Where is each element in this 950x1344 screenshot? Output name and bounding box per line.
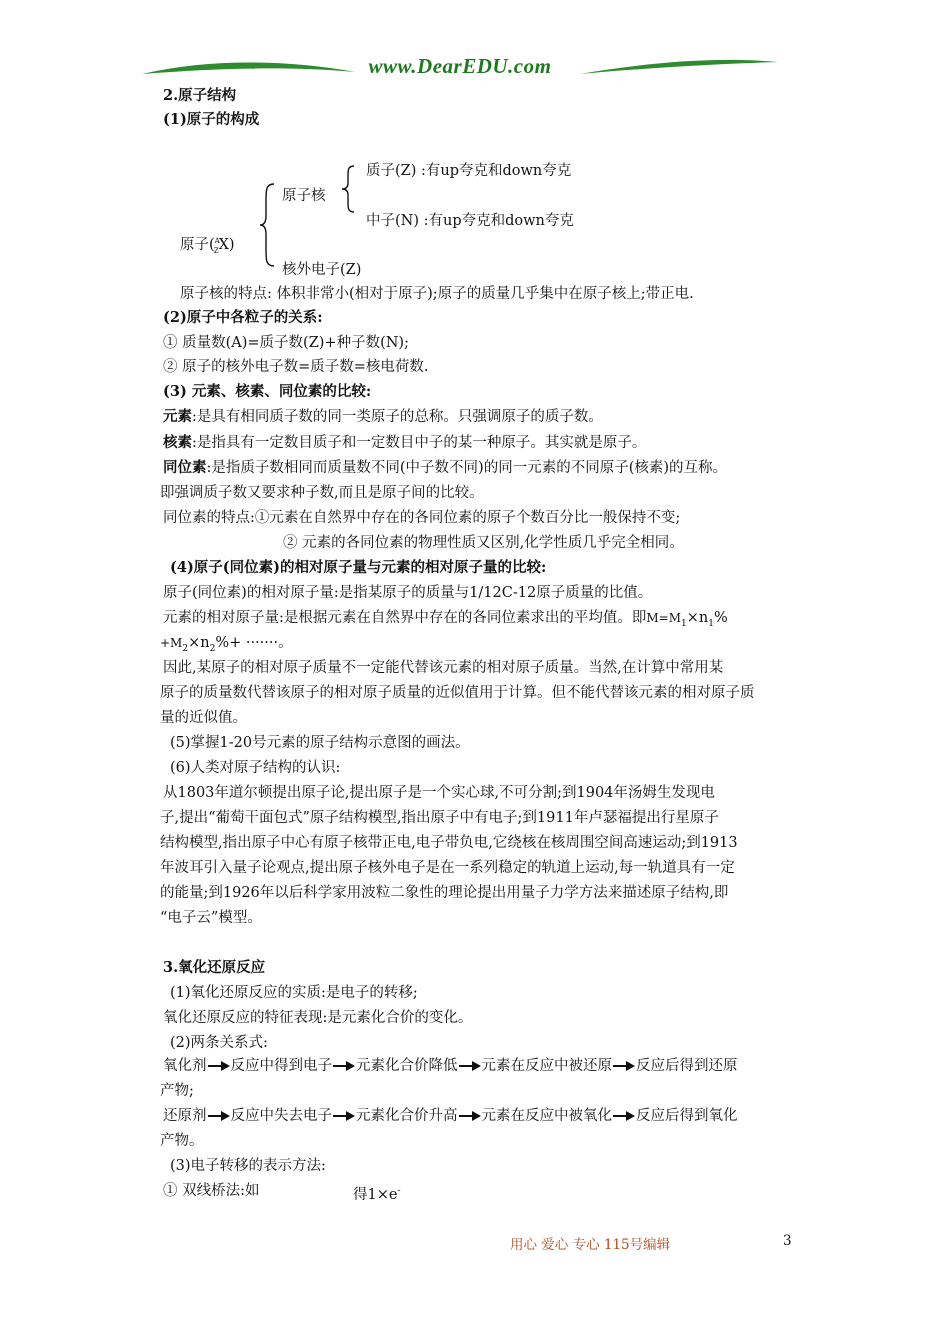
relation-chain-reductant: 还原剂 反应中失去电子 元素化合价升高 元素在反应中被氧化 反应后得到氧化 <box>163 1108 738 1124</box>
history-line-3: 结构模型,指出原子中心有原子核带正电,电子带负电,它绕核在核周围空间高速运动;到1913 <box>160 835 738 851</box>
element-relative-mass-cont: $+M_2\times n_2\%+$ ·······。 <box>160 635 293 654</box>
paragraph-therefore-1: 因此,某原子的相对原子质量不一定能代替该元素的相对原子质量。当然,在计算中常用某 <box>163 660 724 676</box>
section-title-redox: 3.氧化还原反应 <box>163 959 266 976</box>
arrow-right-icon <box>459 1060 481 1072</box>
subheading-atom-composition: (1)原子的构成 <box>163 111 260 128</box>
relation-2: ② 原子的核外电子数=质子数=核电荷数. <box>163 359 429 375</box>
arrow-right-icon <box>459 1110 481 1122</box>
redox-relations-heading: (2)两条关系式: <box>170 1035 268 1051</box>
arrow-right-icon <box>208 1110 230 1122</box>
redox-essence: (1)氧化还原反应的实质:是电子的转移; <box>170 985 418 1001</box>
diagram-proton-label: 质子(Z) :有up夸克和down夸克 <box>366 163 572 179</box>
history-line-4: 年波耳引入量子论观点,提出原子核外电子是在一系列稳定的轨道上运动,每一轨道具有一定 <box>160 860 735 876</box>
nucleus-feature: 原子核的特点: 体积非常小(相对于原子);原子的质量几乎集中在原子核上;带正电. <box>180 286 694 302</box>
isotope-feature-2: ② 元素的各同位素的物理性质又区别,化学性质几乎完全相同。 <box>283 535 684 551</box>
diagram-electron-label: 核外电子(Z) <box>282 262 362 278</box>
atom-relative-mass: 原子(同位素)的相对原子量:是指某原子的质量与1/12C-12原子质量的比值。 <box>163 585 653 601</box>
subheading-relative-mass: (4)原子(同位素)的相对原子量与元素的相对原子量的比较: <box>170 559 547 576</box>
diagram-big-brace-icon <box>258 180 278 270</box>
double-bridge-method: ① 双线桥法:如 <box>163 1183 260 1199</box>
isotope-feature-1: 同位素的特点:①元素在自然界中存在的各同位素的原子个数百分比一般保持不变; <box>163 510 681 526</box>
relation-chain-oxidant: 氧化剂 反应中得到电子 元素化合价降低 元素在反应中被还原 反应后得到还原 <box>163 1058 738 1074</box>
subheading-comparison: (3) 元素、核素、同位素的比较: <box>163 383 372 400</box>
diagram-small-brace-icon <box>340 163 358 215</box>
arrow-right-icon <box>208 1060 230 1072</box>
arrow-right-icon <box>333 1060 355 1072</box>
footer-text: 用心 爱心 专心 115号编辑 <box>510 1237 671 1253</box>
arrow-right-icon <box>613 1110 635 1122</box>
redox-feature: 氧化还原反应的特征表现:是元素化合价的变化。 <box>163 1010 473 1026</box>
diagram-nucleus-label: 原子核 <box>282 188 326 204</box>
history-line-1: 从1803年道尔顿提出原子论,提出原子是一个实心球,不可分割;到1904年汤姆生发现电 <box>163 785 715 801</box>
diagram-neutron-label: 中子(N) :有up夸克和down夸克 <box>366 213 574 229</box>
gain-electron-label: 得1×e- <box>353 1186 401 1203</box>
site-name[interactable]: www.DearEDU.com <box>368 54 552 78</box>
diagram-atom-label: 原子($^A_Z$X) <box>180 237 235 255</box>
element-definition: 元素:是具有相同质子数的同一类原子的总称。只强调原子的质子数。 <box>163 408 603 425</box>
relation-chain-reductant-end: 产物。 <box>160 1133 204 1149</box>
nuclide-definition: 核素:是指具有一定数目质子和一定数目中子的某一种原子。其实就是原子。 <box>163 434 647 451</box>
isotope-definition: 同位素:是指质子数相同而质量数不同(中子数不同)的同一元素的不同原子(核素)的互称。 <box>163 459 728 476</box>
paragraph-therefore-2: 原子的质量数代替该原子的相对原子质量的近似值用于计算。但不能代替该元素的相对原子质 <box>160 685 755 701</box>
electron-transfer-heading: (3)电子转移的表示方法: <box>170 1158 326 1174</box>
relation-1: ① 质量数(A)=质子数(Z)+种子数(N); <box>163 335 409 351</box>
element-relative-mass: 元素的相对原子量:是根据元素在自然界中存在的各同位素求出的平均值。即$M=M_1\times n_1\%$ <box>163 610 728 629</box>
page-number: 3 <box>783 1233 792 1249</box>
subheading-particle-relations: (2)原子中各粒子的关系: <box>163 309 323 326</box>
isotope-definition-cont: 即强调质子数又要求种子数,而且是原子间的比较。 <box>160 485 484 501</box>
paragraph-therefore-3: 量的近似值。 <box>160 710 247 726</box>
arrow-right-icon <box>613 1060 635 1072</box>
history-line-2: 子,提出“葡萄干面包式”原子结构模型,指出原子中有电子;到1911年卢瑟福提出行星原子 <box>160 810 719 826</box>
section-title-atom-structure: 2.原子结构 <box>163 87 237 104</box>
arrow-right-icon <box>333 1110 355 1122</box>
relation-chain-oxidant-end: 产物; <box>160 1083 194 1099</box>
history-line-6: “电子云”模型。 <box>160 910 262 926</box>
item-5: (5)掌握1-20号元素的原子结构示意图的画法。 <box>170 735 470 751</box>
item-6: (6)人类对原子结构的认识: <box>170 760 341 776</box>
history-line-5: 的能量;到1926年以后科学家用波粒二象性的理论提出用量子力学方法来描述原子结构,即 <box>160 885 729 901</box>
